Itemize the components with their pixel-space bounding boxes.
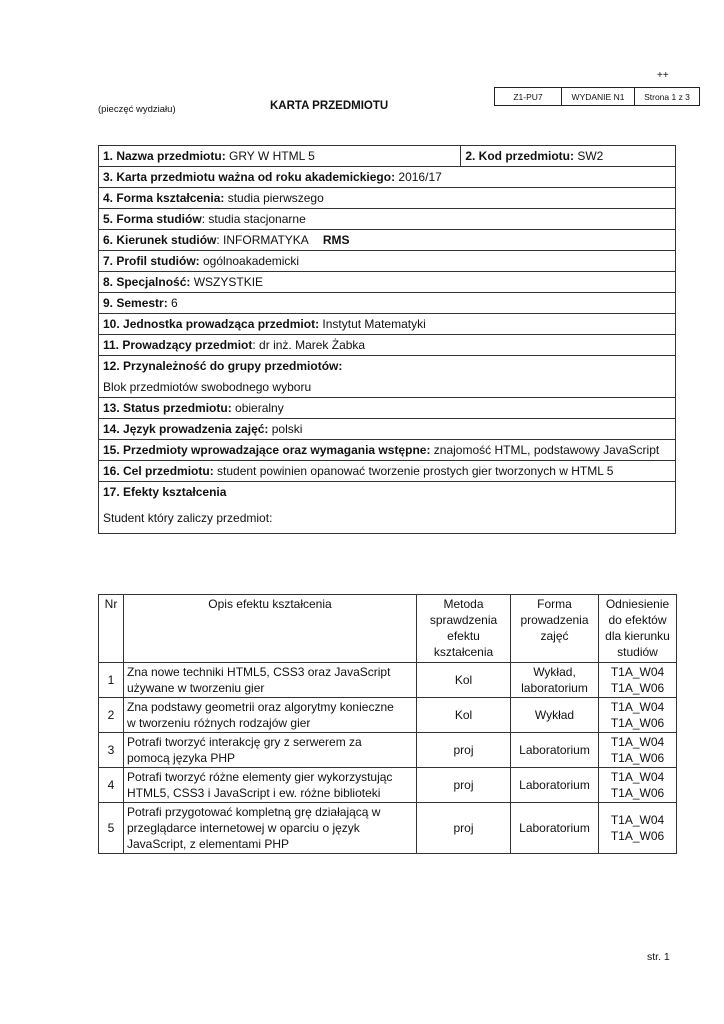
row-odniesienie: [599, 803, 677, 854]
header-metoda-line: Metoda: [443, 597, 484, 611]
course-code-label: 2. Kod przedmiotu:: [465, 149, 574, 163]
course-code-value: SW2: [573, 149, 604, 163]
outcomes-table: [98, 594, 677, 854]
field-of-study-label: 6. Kierunek studiów: [103, 233, 217, 247]
row-opis: [124, 768, 417, 803]
unit-value: Instytut Matematyki: [319, 317, 426, 331]
status-cell: [99, 398, 676, 419]
row-nr: 5: [99, 803, 124, 854]
row-opis: [124, 698, 417, 733]
row-opis-line: w tworzeniu różnych rodzajów gier: [127, 716, 311, 730]
semester-label: 9. Semestr:: [103, 296, 168, 310]
course-name-value: GRY W HTML 5: [225, 149, 315, 163]
row-odniesienie: [599, 698, 677, 733]
row-opis-line: Potrafi przygotować kompletną grę działającą w: [127, 805, 381, 819]
doc-code: Z1-PU7: [495, 88, 562, 106]
header-metoda-line: efektu: [447, 629, 480, 643]
table-row: [99, 803, 677, 854]
outcomes-header-row: [99, 595, 677, 663]
unit-cell: [99, 314, 676, 335]
row-odniesienie-line: T1A_W06: [610, 716, 665, 730]
row-odniesienie-line: T1A_W06: [610, 786, 665, 800]
header-odniesienie-line: dla kierunku: [605, 629, 670, 643]
row-odniesienie-line: T1A_W04: [610, 665, 665, 679]
status-value: obieralny: [231, 401, 284, 415]
document-code-box: [494, 87, 700, 106]
table-row: [99, 733, 677, 768]
specialty-value: WSZYSTKIE: [190, 275, 264, 289]
revision-mark: ++: [657, 70, 669, 81]
header-metoda: [417, 595, 511, 663]
specialty-label: 8. Specjalność:: [103, 275, 191, 289]
education-form-cell: [99, 188, 676, 209]
page-title: KARTA PRZEDMIOTU: [270, 100, 389, 112]
row-forma: Laboratorium: [511, 768, 599, 803]
edition: WYDANIE N1: [562, 88, 635, 106]
row-forma: [511, 663, 599, 698]
header-forma-line: Forma: [537, 597, 572, 611]
row-opis-line: JavaScript, z elementami PHP: [127, 837, 290, 851]
lecturer-label: 11. Prowadzący przedmiot: [103, 338, 253, 352]
row-metoda: proj: [417, 803, 511, 854]
lecturer-cell: [99, 335, 676, 356]
prerequisites-cell: [99, 440, 676, 461]
row-opis: [124, 663, 417, 698]
row-metoda: Kol: [417, 663, 511, 698]
row-metoda: Kol: [417, 698, 511, 733]
field-of-study-cell: [99, 230, 676, 251]
table-row: [99, 768, 677, 803]
study-profile-cell: [99, 251, 676, 272]
field-of-study-value: : INFORMATYKA: [216, 233, 309, 247]
group-label: 12. Przynależność do grupy przedmiotów:: [103, 359, 343, 374]
header-opis: Opis efektu kształcenia: [124, 595, 417, 663]
goal-cell: [99, 461, 676, 482]
row-opis-line: Potrafi tworzyć interakcję gry z serwerem za: [127, 735, 362, 749]
group-cell: [99, 356, 676, 377]
outcomes-heading-cell: [99, 482, 676, 503]
row-nr: 2: [99, 698, 124, 733]
row-odniesienie: [599, 663, 677, 698]
page-number: str. 1: [647, 951, 670, 963]
header-metoda-line: sprawdzenia: [429, 613, 498, 627]
header-odniesienie-line: do efektów: [608, 613, 667, 627]
field-of-study-extra: RMS: [322, 233, 350, 247]
faculty-stamp-label: (pieczęć wydziału): [98, 104, 176, 115]
semester-value: 6: [167, 296, 178, 310]
outcomes-intro-cell: [99, 503, 676, 534]
study-form-label: 5. Forma studiów: [103, 212, 202, 226]
study-form-value: : studia stacjonarne: [201, 212, 306, 226]
header-forma-line: zajęć: [540, 629, 569, 643]
academic-year-label: 3. Karta przedmiotu ważna od roku akademickiego:: [103, 170, 396, 184]
row-forma: Laboratorium: [511, 803, 599, 854]
status-label: 13. Status przedmiotu:: [103, 401, 232, 415]
row-metoda: proj: [417, 733, 511, 768]
header-odniesienie-line: Odniesienie: [605, 597, 670, 611]
row-odniesienie: [599, 733, 677, 768]
course-card-table: [98, 145, 676, 534]
row-opis: [124, 733, 417, 768]
outcomes-intro: Student który zaliczy przedmiot:: [103, 510, 273, 525]
row-opis-line: Potrafi tworzyć różne elementy gier wykorzystując: [127, 770, 393, 784]
header-forma: [511, 595, 599, 663]
row-odniesienie-line: T1A_W06: [610, 829, 665, 843]
specialty-cell: [99, 272, 676, 293]
education-form-value: studia pierwszego: [224, 191, 324, 205]
row-odniesienie: [599, 768, 677, 803]
goal-value: student powinien opanować tworzenie prostych gier tworzonych w HTML 5: [213, 464, 614, 478]
row-forma-line: laboratorium: [521, 681, 588, 695]
course-code-cell: [461, 146, 676, 167]
lecturer-value: : dr inż. Marek Żabka: [252, 338, 366, 352]
row-forma: Wykład: [511, 698, 599, 733]
table-row: [99, 698, 677, 733]
row-odniesienie-line: T1A_W04: [610, 770, 665, 784]
header-metoda-line: kształcenia: [433, 645, 494, 659]
language-label: 14. Język prowadzenia zajęć:: [103, 422, 269, 436]
header-odniesienie-line: studiów: [617, 645, 658, 659]
course-name-cell: [99, 146, 461, 167]
course-name-label: 1. Nazwa przedmiotu:: [103, 149, 226, 163]
header-nr: Nr: [99, 595, 124, 663]
row-metoda: proj: [417, 768, 511, 803]
group-value: Blok przedmiotów swobodnego wyboru: [103, 379, 312, 394]
study-form-cell: [99, 209, 676, 230]
row-odniesienie-line: T1A_W06: [610, 751, 665, 765]
academic-year-cell: [99, 167, 676, 188]
semester-cell: [99, 293, 676, 314]
row-opis-line: przeglądarce internetowej w oparciu o język: [127, 821, 360, 835]
header-forma-line: prowadzenia: [520, 613, 589, 627]
table-row: [99, 663, 677, 698]
page-count: Strona 1 z 3: [635, 88, 700, 106]
study-profile-value: ogólnoakademicki: [199, 254, 300, 268]
outcomes-heading: 17. Efekty kształcenia: [103, 485, 227, 500]
row-nr: 4: [99, 768, 124, 803]
row-odniesienie-line: T1A_W04: [610, 735, 665, 749]
row-odniesienie-line: T1A_W04: [610, 700, 665, 714]
header-odniesienie: [599, 595, 677, 663]
row-opis-line: pomocą języka PHP: [127, 751, 236, 765]
prerequisites-value: znajomość HTML, podstawowy JavaScript: [430, 443, 660, 457]
row-forma: Laboratorium: [511, 733, 599, 768]
row-nr: 3: [99, 733, 124, 768]
academic-year-value: 2016/17: [395, 170, 442, 184]
unit-label: 10. Jednostka prowadząca przedmiot:: [103, 317, 320, 331]
language-value: polski: [268, 422, 303, 436]
row-opis-line: używane w tworzeniu gier: [127, 681, 265, 695]
row-odniesienie-line: T1A_W04: [610, 813, 665, 827]
row-opis: [124, 803, 417, 854]
language-cell: [99, 419, 676, 440]
row-nr: 1: [99, 663, 124, 698]
education-form-label: 4. Forma kształcenia:: [103, 191, 225, 205]
row-opis-line: Zna nowe techniki HTML5, CSS3 oraz JavaScript: [127, 665, 391, 679]
prerequisites-label: 15. Przedmioty wprowadzające oraz wymagania wstępne:: [103, 443, 431, 457]
row-opis-line: Zna podstawy geometrii oraz algorytmy konieczne: [127, 700, 394, 714]
group-value-cell: [99, 377, 676, 398]
row-odniesienie-line: T1A_W06: [610, 681, 665, 695]
row-opis-line: HTML5, CSS3 i JavaScript i ew. różne biblioteki: [127, 786, 381, 800]
row-forma-line: Wykład,: [533, 665, 576, 679]
study-profile-label: 7. Profil studiów:: [103, 254, 200, 268]
goal-label: 16. Cel przedmiotu:: [103, 464, 214, 478]
